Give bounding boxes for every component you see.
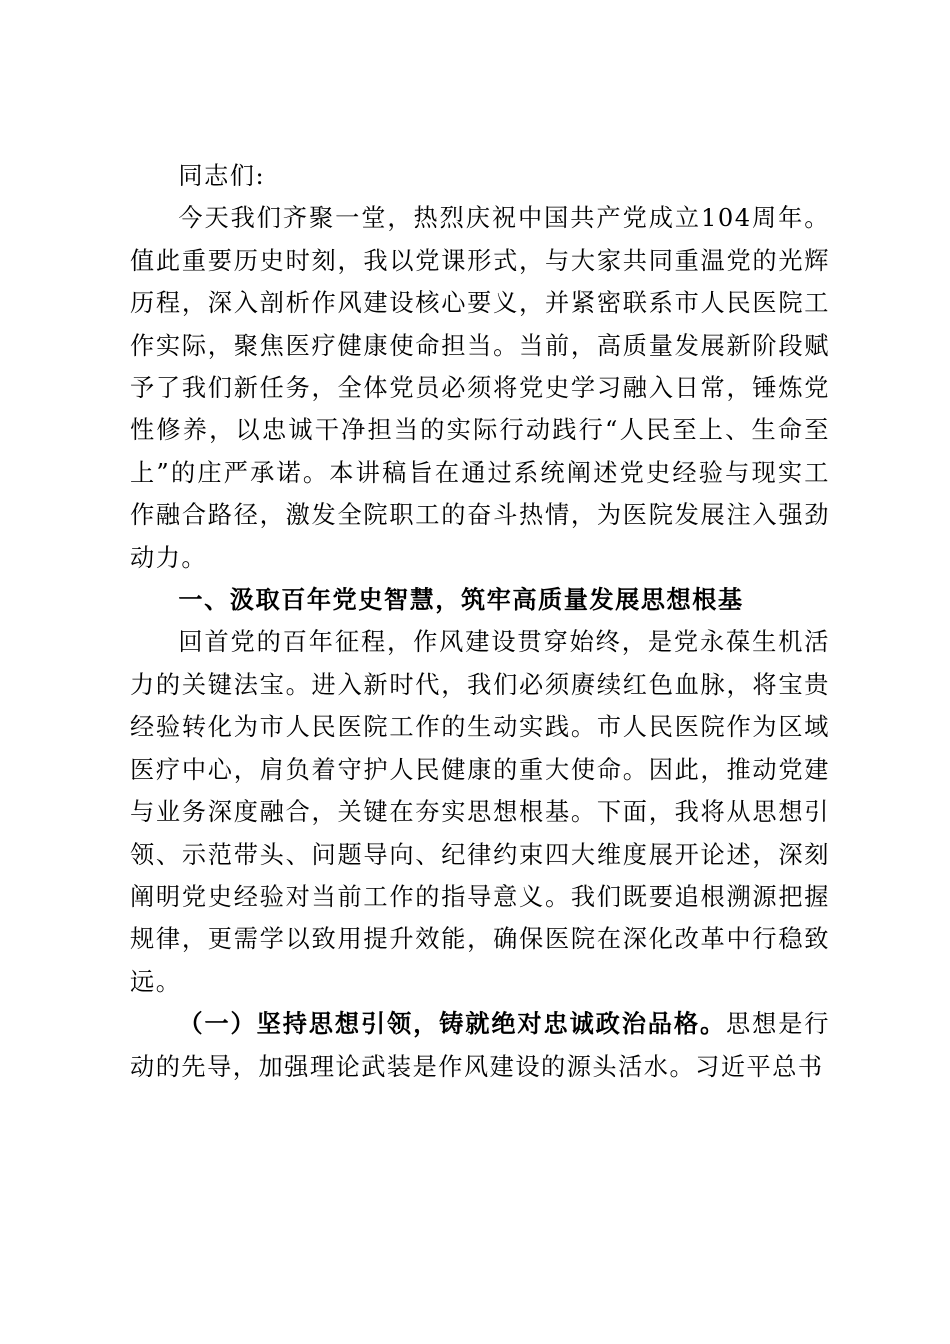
intro-paragraph: 今天我们齐聚一堂，热烈庆祝中国共产党成立104周年。值此重要历史时刻，我以党课形式，与大家共同重温党的光辉历程，深入剖析作风建设核心要义，并紧密联系市人民医院工作实际，聚焦医疗健康使命担当。当前，高质量发展新阶段赋予了我们新任务，全体党员必须将党史学习融入日常，锤炼党性修养，以忠诚干净担当的实际行动践行“人民至上、生命至上”的庄严承诺。本讲稿旨在通过系统阐述党史经验与现实工作融合路径，激发全院职工的奋斗热情，为医院发展注入强劲动力。 xyxy=(130,204,830,572)
section-1-paragraph: 回首党的百年征程，作风建设贯穿始终，是党永葆生机活力的关键法宝。进入新时代，我们必须赓续红色血脉，将宝贵经验转化为市人民医院工作的生动实践。市人民医院作为区域医疗中心，肩负着守护人民健康的重大使命。因此，推动党建与业务深度融合，关键在夯实思想根基。下面，我将从思想引领、示范带头、问题导向、纪律约束四大维度展开论述，深刻阐明党史经验对当前工作的指导意义。我们既要追根溯源把握规律，更需学以致用提升效能，确保医院在深化改革中行稳致远。 xyxy=(130,628,830,996)
subsection-1-text: 思想是行动的先导，加强理论武装是作风建设的源头活水。习近平总书 xyxy=(130,1010,830,1081)
subsection-1-paragraph xyxy=(130,1003,830,1088)
section-heading-1: 一、汲取百年党史智慧，筑牢高质量发展思想根基 xyxy=(178,585,744,615)
subsection-1-heading: （一）坚持思想引领，铸就绝对忠诚政治品格。 xyxy=(178,1009,727,1039)
salutation: 同志们: xyxy=(178,162,266,190)
document-body xyxy=(130,155,830,1088)
